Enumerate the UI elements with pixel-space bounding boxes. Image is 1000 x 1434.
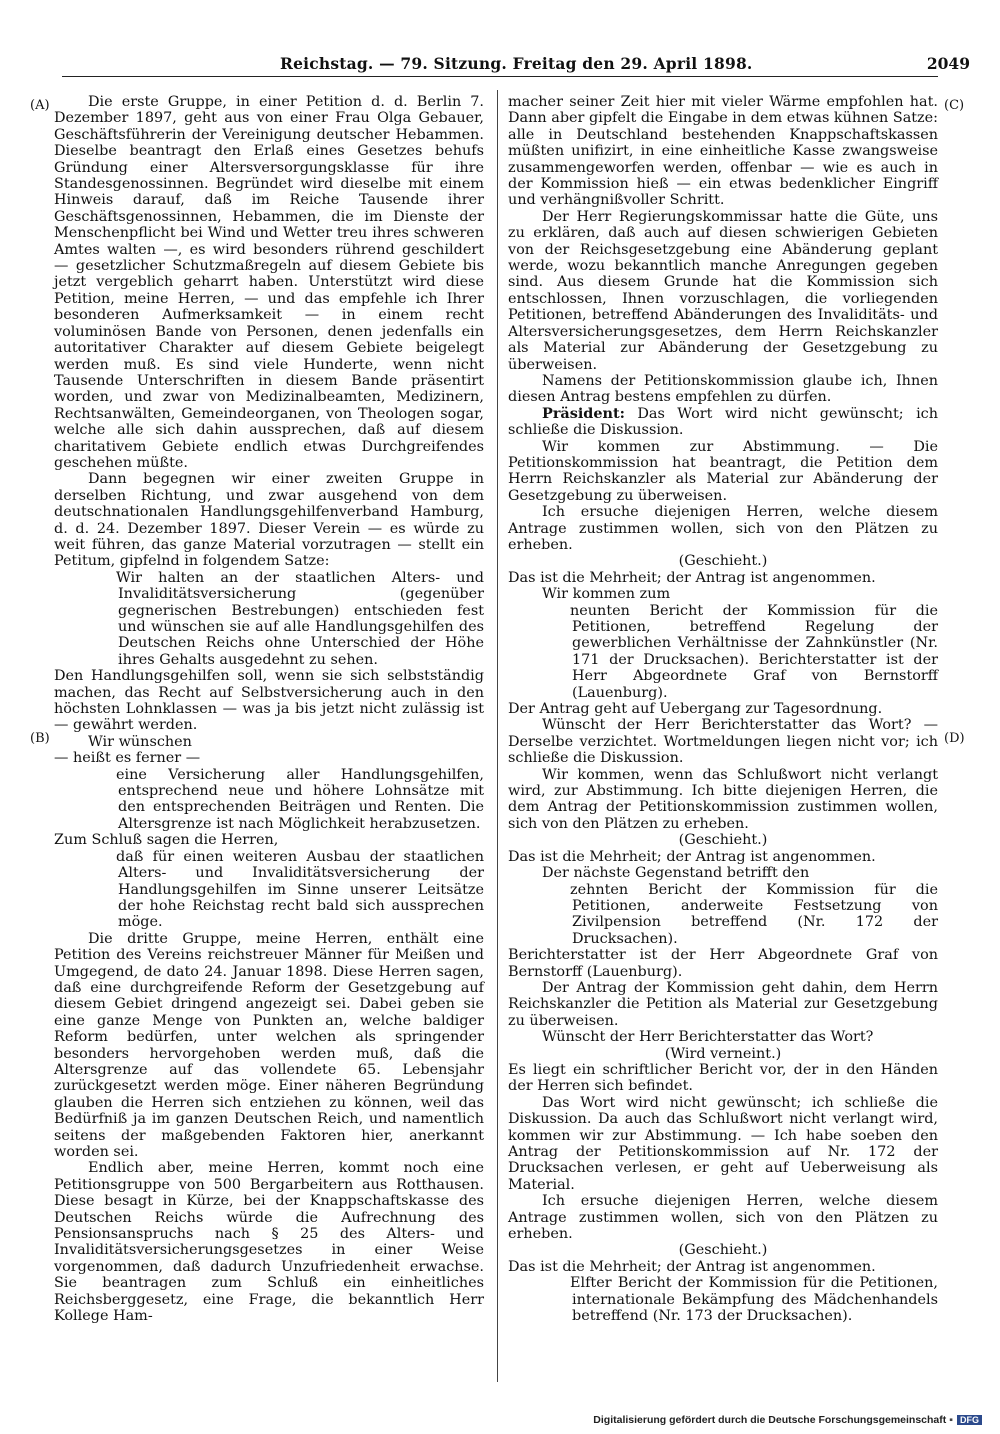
stage-direction: (Geschieht.) xyxy=(678,553,768,570)
paragraph: Das ist die Mehrheit; der Antrag ist angenommen. xyxy=(508,848,876,865)
paragraph: Zum Schluß sagen die Herren, xyxy=(54,832,279,849)
footer-text: Digitalisierung gefördert durch die Deutsche Forschungsgemeinschaft xyxy=(593,1414,947,1426)
page-number: 2049 xyxy=(926,54,970,73)
paragraph: Endlich aber, meine Herren, kommt noch eine Petitionsgruppe von 500 Bergarbeitern aus Rotthausen. Diese besagt in Kürze, bei der Knappschaftskasse des Deutschen Reichs würde die Aufrechnung des Pensionsanspruchs nach § 25 des Alters- und Invaliditätsversicherungsgesetzes in einer Weise vorgenommen, daß dadurch Unzufriedenheit erwachse. Sie beantragen zum Schluß ein einheitliches Reichsberggesetz, eine Frage, die bekanntlich Herr Kollege Ham- xyxy=(54,1160,484,1325)
paragraph: Wir kommen zur Abstimmung. — Die Petitionskommission hat beantragt, die Petition dem Herrn Reichskanzler als Material zur Abänderung der Gesetzgebung zu überweisen. xyxy=(508,438,938,504)
left-column xyxy=(54,94,484,1324)
paragraph: — heißt es ferner — xyxy=(54,750,201,767)
paragraph: Der Herr Regierungskommissar hatte die Güte, uns zu erklären, daß auch auf diesen schwierigen Gebieten von der Reichsgesetzgebung eine Abänderung geplant werde, wozu bekanntlich manche Anregungen gegeben sind. Aus diesem Grunde hat die Kommission sich entschlossen, Ihnen vorzuschlagen, die vorliegenden Petitionen, betreffend Abänderungen des Invaliditäts- und Altersversicherungsgesetzes, dem Herrn Reichskanzler als Material zur Abänderung der Gesetzgebung zu überweisen. xyxy=(508,208,938,373)
quotation: daß für einen weiteren Ausbau der staatlichen Alters- und Invaliditätsversicherung der Handlungsgehilfen im Sinne unserer Leitsätze der hohe Reichstag recht bald sich aussprechen möge. xyxy=(116,848,484,931)
paragraph: Den Handlungsgehilfen soll, wenn sie sich selbstständig machen, das Recht auf Selbstversicherung auch in den höchsten Lohnklassen — was ja bis jetzt nicht zulässig ist — gewährt werden. xyxy=(54,668,484,734)
paragraph: Die erste Gruppe, in einer Petition d. d. Berlin 7. Dezember 1897, geht aus von einer Frau Olga Gebauer, Geschäftsführerin der Vereinigung deutscher Hebammen. Dieselbe beantragt den Erlaß eines Gesetzes behufs Gründung einer Altersversorgungsklasse für ihre Standesgenossinnen. Begründet wird dieselbe mit einem Hinweis darauf, daß im Reiche Tausende ihrer Geschäftsgenossinnen, Hebammen, die im Dienste der Menschenpflicht bei Wind und Wetter treu ihres schweren Amtes walten —, es wird besonders rührend geschildert — gesetzlicher Schutzmaßregeln auf diesem Gebiete bis jetzt vergeblich geharrt haben. Unterstützt wird diese Petition, meine Herren, — und das empfehle ich Ihrer besonderen Aufmerksamkeit — in einem recht voluminösen Bande von Personen, denen jedenfalls ein autoritativer Charakter auf diesem Gebiete beigelegt werden muß. Es sind viele Hunderte, wenn nicht Tausende Unterschriften in diesem Bande präsentirt worden, und zwar von Medizinalbeamten, Medizinern, Rechtsanwälten, Gemeindeorganen, von Theologen sogar, welche alle sich dahin aussprechen, daß auf diesem charitativem Gebiete endlich etwas Durchgreifendes geschehen müßte. xyxy=(54,94,484,471)
header-title: Reichstag. — 79. Sitzung. Freitag den 29. April 1898. xyxy=(280,54,753,73)
speaker-text: Das Wort wird nicht gewünscht; ich schließe die Diskussion. xyxy=(508,405,938,439)
paragraph: Ich ersuche diejenigen Herren, welche diesem Antrage zustimmen wollen, sich von den Plätzen zu erheben. xyxy=(508,1193,938,1243)
margin-mark-d: (D) xyxy=(944,731,965,746)
paragraph: Berichterstatter ist der Herr Abgeordnete Graf von Bernstorff (Lauenburg). xyxy=(508,947,938,980)
stage-direction: (Geschieht.) xyxy=(678,832,768,849)
quotation: Wir halten an der staatlichen Alters- und Invaliditätsversicherung (gegenüber gegnerischen Bestrebungen) entschieden fest und wünschen sie auf alle Handlungsgehilfen des Deutschen Reichs ohne Unterschied der Höhe ihres Gehalts ausgedehnt zu sehen. xyxy=(116,569,484,668)
agenda-item: Elfter Bericht der Kommission für die Petitionen, internationale Bekämpfung des Mädchenhandels betreffend (Nr. 173 der Drucksachen). xyxy=(570,1275,938,1325)
paragraph: macher seiner Zeit hier mit vieler Wärme empfohlen hat. Dann aber gipfelt die Eingabe in dem etwas kühnen Satze: alle in Deutschland bestehenden Knappschaftskassen müßten unifizirt, in eine einheitliche Kasse zwangsweise zusammengeworfen werden, offenbar — wie es auch in der Kommission hieß — ein etwas bedenklicher Eingriff und verhängnißvoller Schritt. xyxy=(508,94,938,209)
paragraph: Wir kommen, wenn das Schlußwort nicht verlangt wird, zur Abstimmung. Ich bitte diejenigen Herren, die dem Antrag der Petitionskommission zustimmen wollen, sich von den Plätzen zu erheben. xyxy=(508,766,938,832)
stage-direction: (Geschieht.) xyxy=(678,1242,768,1259)
paragraph: Der Antrag der Kommission geht dahin, dem Herrn Reichskanzler die Petition als Material zur Gesetzgebung zu überweisen. xyxy=(508,979,938,1029)
agenda-item: neunten Bericht der Kommission für die Petitionen, betreffend Regelung der gewerblichen Verhältnisse der Zahnkünstler (Nr. 171 der Drucksachen). Berichterstatter ist der Herr Abgeordnete Graf von Bernstorff (Lauenburg). xyxy=(570,602,938,701)
dfg-logo: DFG xyxy=(957,1415,982,1425)
paragraph: Wünscht der Herr Berichterstatter das Wort? xyxy=(542,1029,874,1046)
paragraph: Es liegt ein schriftlicher Bericht vor, der in den Händen der Herren sich befindet. xyxy=(508,1061,938,1095)
stage-direction: (Wird verneint.) xyxy=(664,1045,782,1062)
paragraph: Wir kommen zum xyxy=(542,586,671,603)
paragraph: Der nächste Gegenstand betrifft den xyxy=(542,865,810,882)
margin-mark-b: (B) xyxy=(30,731,50,746)
paragraph: Das Wort wird nicht gewünscht; ich schließe die Diskussion. Da auch das Schlußwort nicht verlangt wird, kommen wir zur Abstimmung. — Ich habe soeben den Antrag der Petitionskommission auf Nr. 172 der Drucksachen verlesen, er geht auf Ueberweisung als Material. xyxy=(508,1094,938,1193)
column-divider xyxy=(497,90,498,1382)
footer-separator: ▪ xyxy=(949,1414,953,1426)
speaker-label: Präsident: xyxy=(542,404,625,422)
paragraph: Das ist die Mehrheit; der Antrag ist angenommen. xyxy=(508,569,876,586)
paragraph: Ich ersuche diejenigen Herren, welche diesem Antrage zustimmen wollen, sich von den Plätzen zu erheben. xyxy=(508,504,938,553)
right-column xyxy=(508,94,938,1324)
paragraph: Das ist die Mehrheit; der Antrag ist angenommen. xyxy=(508,1258,876,1275)
paragraph: Wir wünschen xyxy=(88,733,192,750)
margin-mark-a: (A) xyxy=(30,98,50,113)
paragraph: Namens der Petitionskommission glaube ich, Ihnen diesen Antrag bestens empfehlen zu dürfen. xyxy=(508,372,938,406)
paragraph: Der Antrag geht auf Uebergang zur Tagesordnung. xyxy=(508,701,883,718)
running-header xyxy=(280,54,970,76)
paragraph: Dann begegnen wir einer zweiten Gruppe in derselben Richtung, und zwar ausgehend von dem deutschnationalen Handlungsgehilfenverband Hamburg, d. d. 24. Dezember 1897. Dieser Verein — es würde zu weit führen, das ganze Material vorzutragen — stellt ein Petitum, gipfelnd in folgendem Satze: xyxy=(54,471,484,570)
speaker-paragraph xyxy=(508,406,938,439)
quotation: eine Versicherung aller Handlungsgehilfen, entsprechend neue und höhere Lohnsätze mit den entsprechenden Beiträgen und Renten. Die Altersgrenze ist nach Möglichkeit herabzusetzen. xyxy=(116,766,484,832)
footer-credit xyxy=(593,1414,982,1426)
paragraph: Wünscht der Herr Berichterstatter das Wort? — Derselbe verzichtet. Wortmeldungen liegen nicht vor; ich schließe die Diskussion. xyxy=(508,717,938,767)
margin-mark-c: (C) xyxy=(944,98,965,113)
paragraph: Die dritte Gruppe, meine Herren, enthält eine Petition des Vereins reichstreuer Männer für Meißen und Umgegend, de dato 24. Januar 1898. Diese Herren sagen, daß eine durchgreifende Reform der Gesetzgebung auf diesem Gebiet dringend angezeigt sei. Dabei geben sie eine ganze Menge von Punkten an, welche baldiger Reform bedürfen, unter welchen als springender besonders hervorgehoben werden muß, daß die Altersgrenze auf das vollendete 65. Lebensjahr zurückgesetzt werden möge. Einer näheren Begründung glauben die Herren sich entziehen zu können, weil das Bedürfniß ja im ganzen Deutschen Reich, und namentlich seitens der maßgebenden Faktoren hier, anerkannt worden sei. xyxy=(54,930,484,1160)
agenda-item: zehnten Bericht der Kommission für die Petitionen, anderweite Festsetzung von Zivilpension betreffend (Nr. 172 der Drucksachen). xyxy=(570,881,938,947)
header-rule xyxy=(62,76,938,77)
